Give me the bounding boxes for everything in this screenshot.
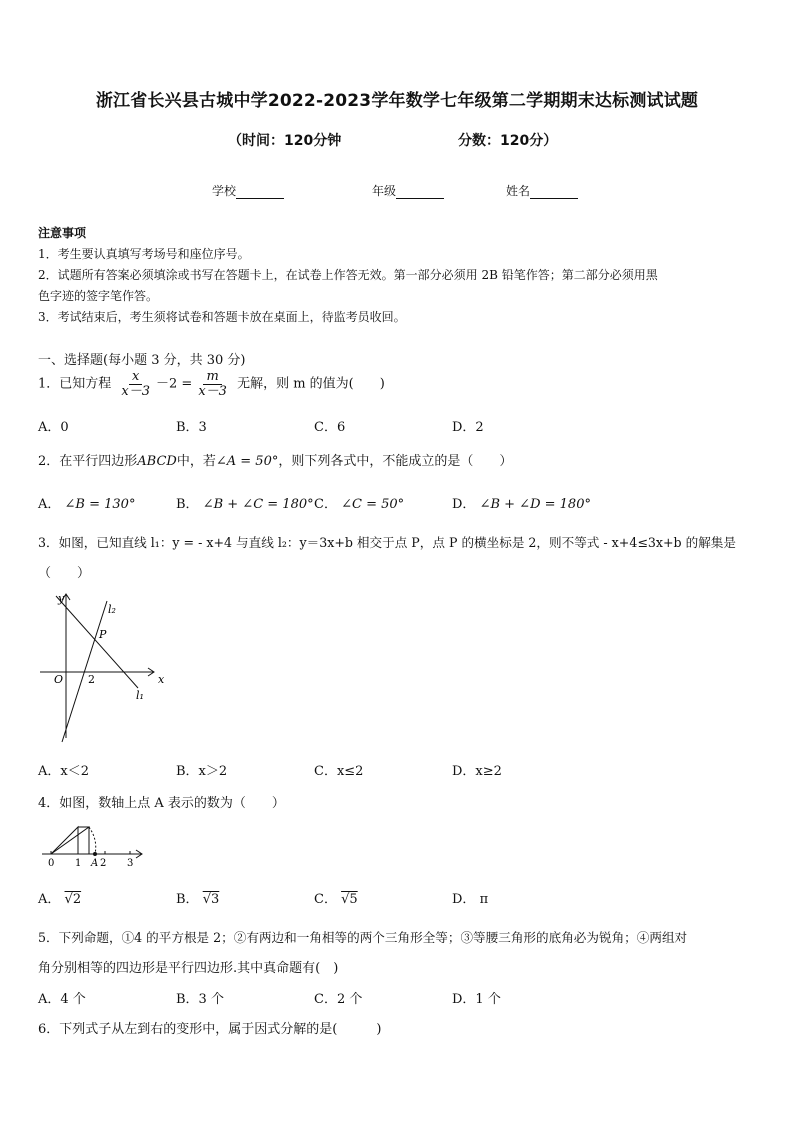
q1-f2-numerator: m [203,370,221,385]
total-score: 分数：120分） [458,133,558,149]
q2-text-1: 2．在平行四边形 [38,454,138,469]
q2-text-3: ，则下列各式中，不能成立的是（ ） [278,454,513,469]
l2-label: l₂ [108,603,116,616]
q1-f1-numerator: x [129,370,142,385]
q1-fraction-2 [195,370,230,398]
q4-option-d [452,888,488,907]
q2-d-expr: ∠B + ∠D = 180° [479,497,591,512]
question-5-line-2: 角分别相等的四边形是平行四边形.其中真命题有( ) [38,961,339,976]
q5-option-b: B．3 个 [176,992,224,1007]
label-3: 3 [127,858,134,869]
q4-b-expr: √3 [202,892,220,907]
y-label: y [58,592,65,605]
q3-option-a: A．x＜2 [38,764,89,779]
q2-text-2: 中，若 [176,454,216,469]
q4-option-c [314,888,358,907]
q3-option-c: C．x≤2 [314,764,364,779]
triangle-small [51,827,78,854]
q2-b-letter: B． [176,497,199,512]
q5-option-a: A．4 个 [38,992,86,1007]
q2-a-letter: A． [38,497,61,512]
label-1: 1 [75,858,82,869]
q2-c-expr: ∠C = 50° [341,497,405,512]
question-3-line-1: 3．如图，已知直线 l₁：y = - x+4 与直线 l₂：y＝3x+b 相交于点 P，点 P 的横坐标是 2，则不等式 - x+4≤3x+b 的解集是 [38,535,736,550]
q4-c-expr: √5 [341,892,358,907]
label-2: 2 [100,858,107,869]
q4-option-a [38,888,81,907]
q2-abcd: ABCD [137,454,177,469]
section-heading: 一、选择题(每小题 3 分，共 30 分) [38,353,246,368]
question-4: 4．如图，数轴上点 A 表示的数为（ ） [38,796,285,811]
school-label: 学校 [212,184,237,198]
notice-item: 2．试题所有答案必须填涂或书写在答题卡上，在试卷上作答无效。第一部分必须用 2B 铅笔作答；第二部分必须用黑 [38,268,658,282]
q2-c-letter: C． [314,497,337,512]
q1-f1-denominator: x－3 [121,383,151,399]
q1-prefix: 1．已知方程 [38,376,112,392]
origin-label: O [54,673,64,686]
q4-d-letter: D． [452,892,476,907]
point-p-label: P [99,628,107,641]
grade-field [372,182,444,199]
school-field [212,182,284,199]
label-0: 0 [48,858,55,869]
point-a [93,852,97,856]
notice-heading: 注意事项 [38,226,87,240]
q4-d-expr: π [479,892,489,907]
grade-blank [396,186,444,199]
line-l1 [56,596,138,688]
q4-b-letter: B． [176,892,199,907]
q1-suffix: 无解，则 m 的值为( ) [237,376,385,392]
name-field [506,182,578,199]
label-a: A [91,858,99,869]
q2-option-c [314,493,404,512]
notice-item: 色字迹的签字笔作答。 [38,289,159,303]
q4-a-expr: √2 [64,892,82,907]
q1-option-b: B．3 [176,420,207,435]
q2-option-a [38,493,135,512]
q4-c-letter: C． [314,892,337,907]
notice-item: 3．考试结束后，考生须将试卷和答题卡放在桌面上，待监考员收回。 [38,310,406,324]
q4-number-line [38,820,148,870]
q1-option-d: D．2 [452,420,484,435]
page-title: 浙江省长兴县古城中学2022-2023学年数学七年级第二学期期末达标测试试题 [95,91,699,111]
q1-f2-denominator: x－3 [198,383,227,399]
time-limit: （时间：120分钟 [228,133,342,149]
q1-option-c: C．6 [314,420,346,435]
grade-label: 年级 [372,184,397,198]
l1-label: l₁ [136,689,144,702]
q2-a-expr: ∠B = 130° [64,497,136,512]
question-5-line-1: 5．下列命题，①4 的平方根是 2；②有两边和一角相等的两个三角形全等；③等腰三角形的底角必为锐角；④两组对 [38,930,688,945]
name-label: 姓名 [506,184,531,198]
x-label: x [158,673,165,686]
q2-option-b [176,493,314,512]
q5-option-d: D．1 个 [452,992,501,1007]
question-3-line-2: （ ） [38,566,91,581]
q4-option-b [176,888,219,907]
q4-a-letter: A． [38,892,61,907]
name-blank [530,186,578,199]
q2-d-letter: D． [452,497,476,512]
school-blank [236,186,284,199]
notice-item: 1．考生要认真填写考场号和座位序号。 [38,247,250,261]
q2-option-d [452,493,591,512]
triangle-large [51,827,89,854]
q2-condition: ∠A = 50° [215,454,279,469]
q1-option-a: A．0 [38,420,69,435]
question-2 [38,450,512,469]
question-1 [38,370,385,398]
q1-fraction-1 [118,370,153,398]
q3-option-d: D．x≥2 [452,764,502,779]
q3-graph [34,588,174,748]
q3-option-b: B．x＞2 [176,764,228,779]
q1-middle: －2 = [156,376,193,392]
tick-two: 2 [88,673,95,686]
arc [89,827,96,854]
q5-option-c: C．2 个 [314,992,363,1007]
q2-b-expr: ∠B + ∠C = 180° [202,497,314,512]
question-6: 6．下列式子从左到右的变形中，属于因式分解的是( ) [38,1022,382,1037]
